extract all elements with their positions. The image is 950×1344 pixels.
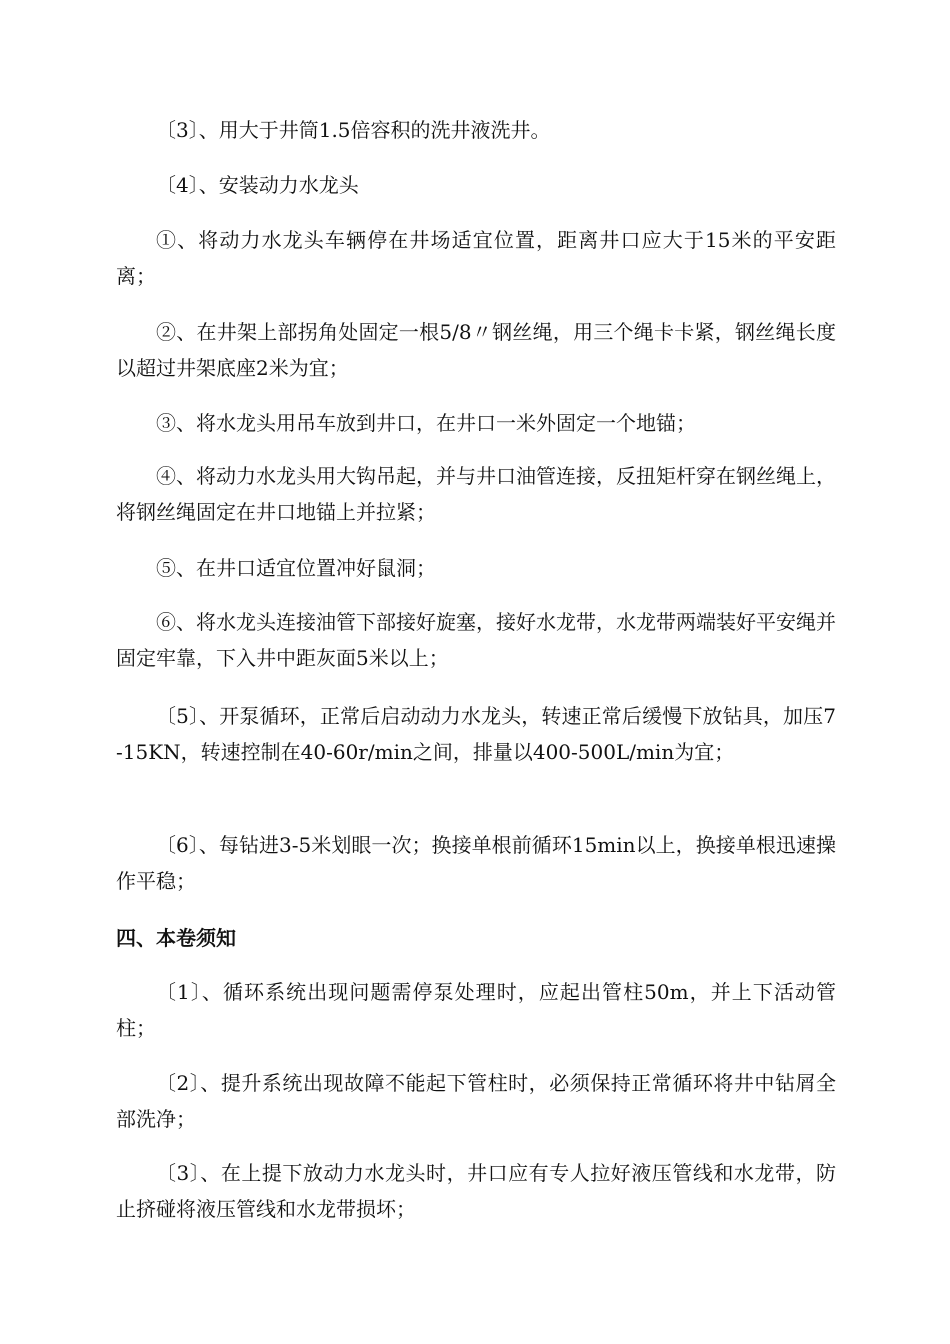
paragraph-note-2: 〔2〕、提升系统出现故障不能起下管柱时，必须保持正常循环将井中钻屑全部洗净；: [116, 1071, 836, 1131]
paragraph-step-1: ①、将动力水龙头车辆停在井场适宜位置，距离井口应大于15米的平安距离；: [116, 228, 836, 288]
paragraph-reaming: 〔6〕、每钻进3-5米划眼一次；换接单根前循环15min以上，换接单根迅速操作平稳；: [116, 833, 836, 893]
paragraph-step-3: ③、将水龙头用吊车放到井口，在井口一米外固定一个地锚；: [156, 411, 696, 435]
paragraph-install-swivel: 〔4〕、安装动力水龙头: [156, 173, 359, 197]
paragraph-note-1: 〔1〕、循环系统出现问题需停泵处理时，应起出管柱50m，并上下活动管柱；: [116, 980, 836, 1040]
paragraph-note-3: 〔3〕、在上提下放动力水龙头时，井口应有专人拉好液压管线和水龙带，防止挤碰将液压管线和水龙带损坏；: [116, 1161, 836, 1221]
paragraph-pump-circulation: 〔5〕、开泵循环，正常后启动动力水龙头，转速正常后缓慢下放钻具，加压7-15KN，转速控制在40-60r/min之间，排量以400-500L/min为宜；: [116, 704, 836, 764]
section-heading: 四、本卷须知: [116, 926, 236, 950]
paragraph-step-4: ④、将动力水龙头用大钩吊起，并与井口油管连接，反扭矩杆穿在钢丝绳上，将钢丝绳固定在井口地锚上并拉紧；: [116, 464, 836, 524]
paragraph-wash-well: 〔3〕、用大于井筒1.5倍容积的洗井液洗井。: [156, 118, 551, 142]
paragraph-step-2: ②、在井架上部拐角处固定一根5/8〃钢丝绳，用三个绳卡卡紧，钢丝绳长度以超过井架底座2米为宜；: [116, 320, 836, 380]
paragraph-step-6: ⑥、将水龙头连接油管下部接好旋塞，接好水龙带，水龙带两端装好平安绳并固定牢靠，下入井中距灰面5米以上；: [116, 610, 836, 670]
paragraph-step-5: ⑤、在井口适宜位置冲好鼠洞；: [156, 556, 436, 580]
